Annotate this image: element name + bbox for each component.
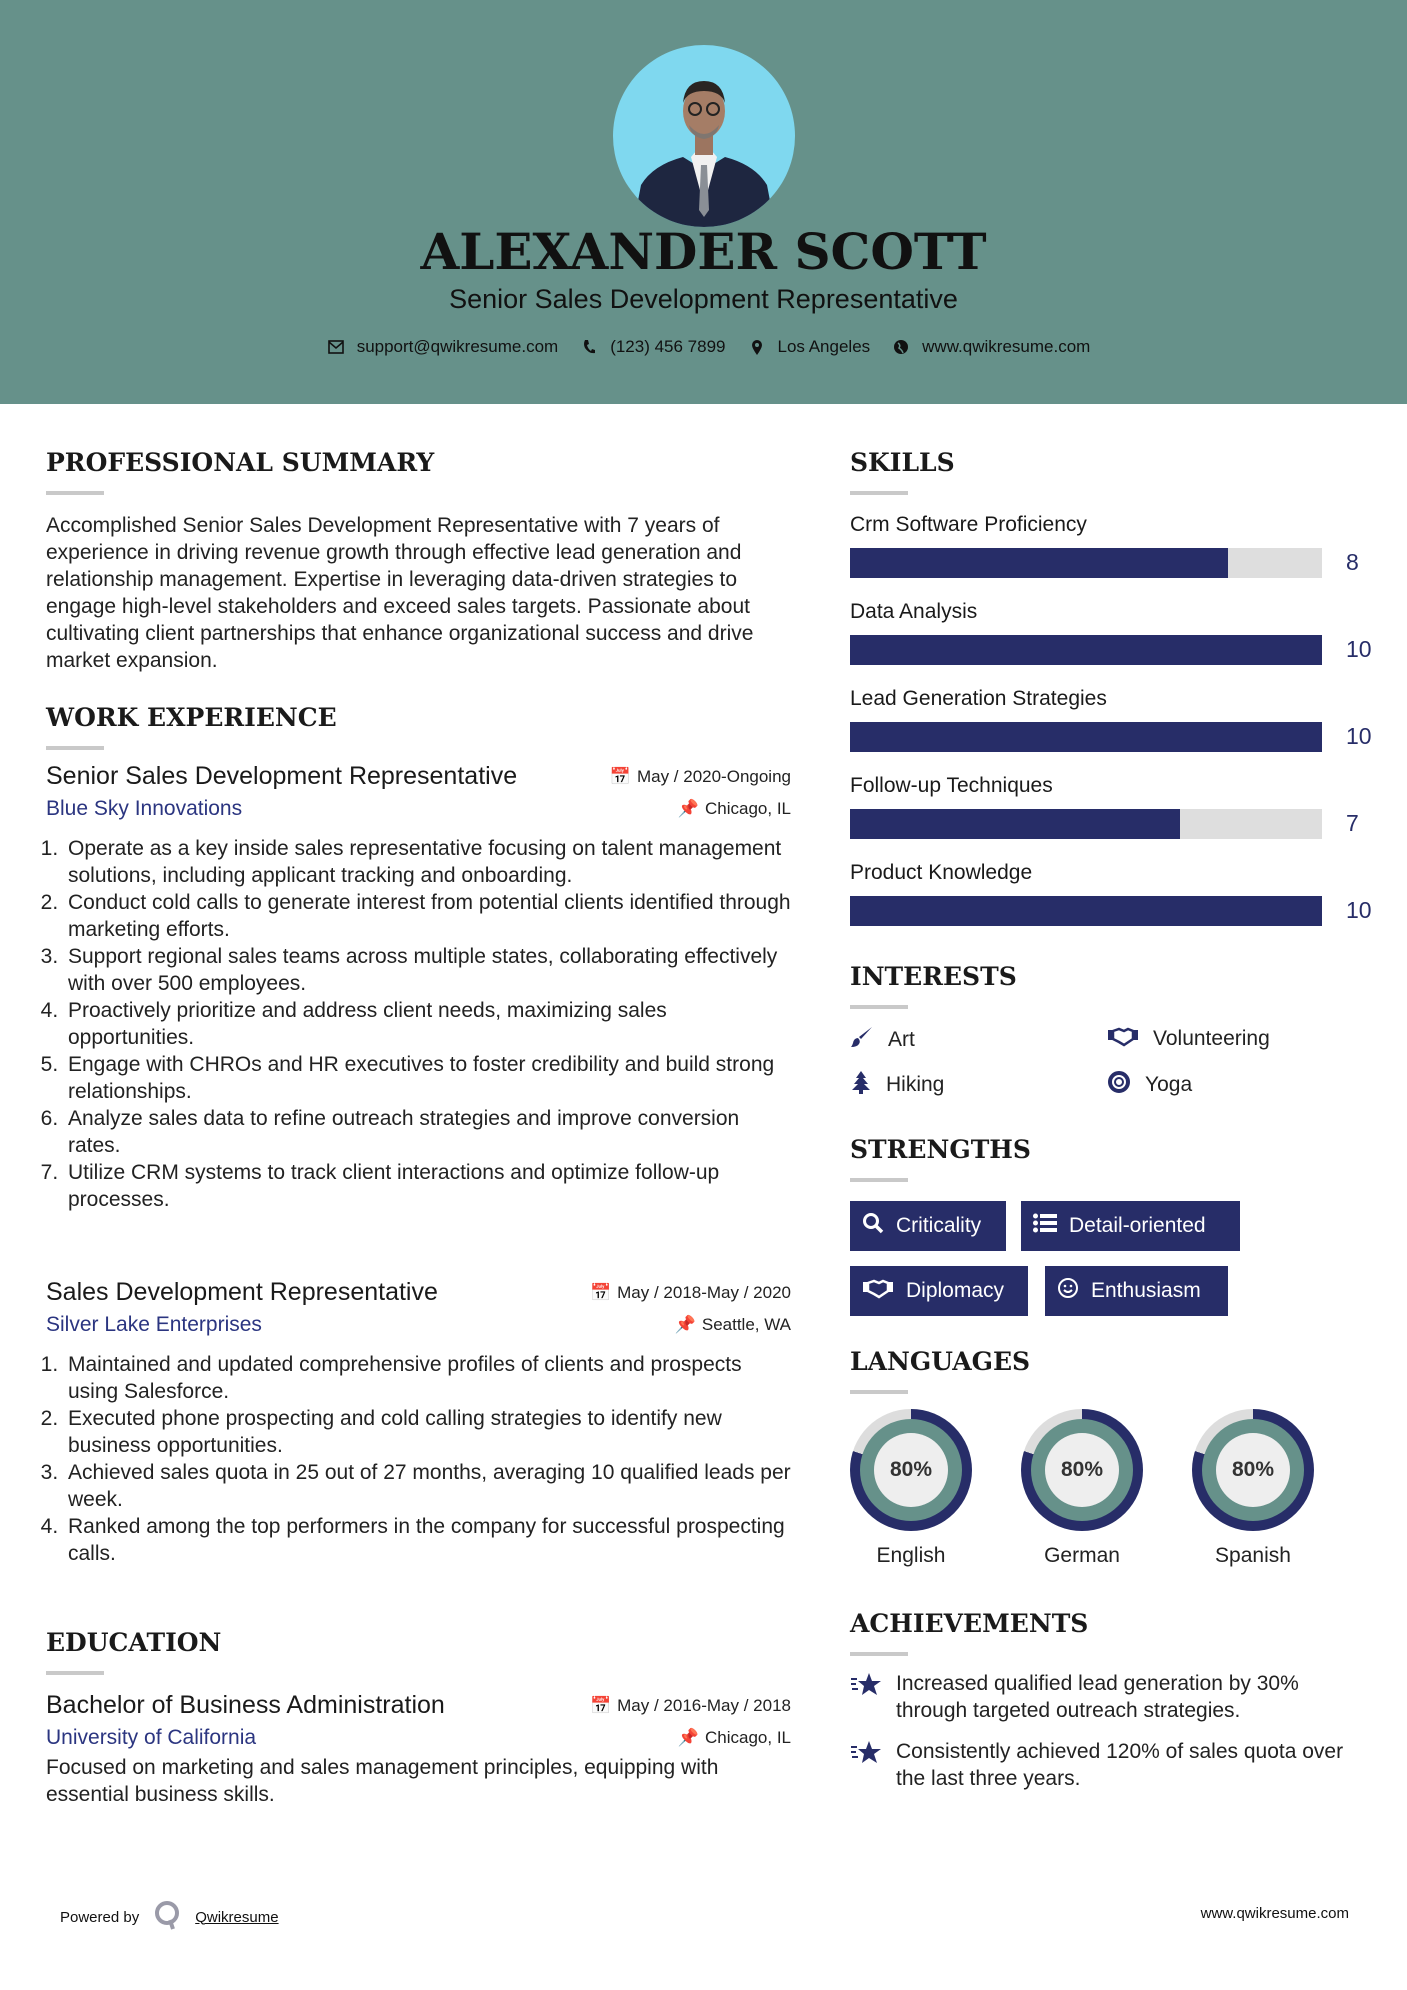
skill-bar <box>850 722 1322 752</box>
skill-bar-fill <box>850 896 1322 926</box>
experience-section <box>46 700 791 750</box>
tree-icon <box>850 1070 872 1100</box>
heading-underline <box>850 1652 908 1656</box>
section-heading: ACHIEVEMENTS <box>850 1609 1089 1638</box>
language-label: Spanish <box>1215 1544 1291 1567</box>
section-heading: PROFESSIONAL SUMMARY <box>46 448 435 477</box>
search-icon <box>862 1212 884 1240</box>
contact-email[interactable]: support@qwikresume.com <box>356 337 559 356</box>
contact-location: Los Angeles <box>777 337 871 356</box>
job-title: Sales Development Representative <box>46 1278 438 1306</box>
education-description: Focused on marketing and sales management principles, equipping with essential business skills. <box>46 1756 719 1806</box>
profile-photo <box>613 45 795 227</box>
job-title: Senior Sales Development Representative <box>46 762 518 790</box>
contact-website[interactable]: www.qwikresume.com <box>922 337 1091 356</box>
interests-section <box>850 959 1370 1109</box>
job-dates: May / 2020-Ongoing <box>636 766 791 786</box>
company-name: Blue Sky Innovations <box>46 797 243 820</box>
heading-underline <box>850 1005 908 1009</box>
bullet-item: 2. Conduct cold calls to generate interest from potential clients identified through marketing efforts. <box>64 889 791 943</box>
pushpin-icon: 📌 <box>677 1728 699 1747</box>
qwikresume-link[interactable]: Qwikresume <box>195 1908 279 1926</box>
strengths-section <box>850 1132 1370 1332</box>
language-label: German <box>1044 1544 1120 1567</box>
calendar-icon: 📅 <box>609 766 631 786</box>
skill-bar <box>850 548 1322 578</box>
job-location: Seattle, WA <box>701 1315 791 1334</box>
bullet-item: 5. Engage with CHROs and HR executives to foster credibility and build strong relationships. <box>64 1051 791 1105</box>
school-name: University of California <box>46 1726 257 1749</box>
skill-bar-fill <box>850 635 1322 665</box>
language-percent: 80% <box>1045 1433 1119 1507</box>
summary-text: Accomplished Senior Sales Development Representative with 7 years of experience in driving revenue growth through effective lead generation and relationship management. Expertise in leveraging data-driven strategies to engage high-level stakeholders and exceed sales targets. Passionate about cultivating client partnerships that enhance organizational success and drive market expansion. <box>46 514 754 672</box>
contact-phone: (123) 456 7899 <box>610 337 726 356</box>
strength-badge: Enthusiasm <box>1045 1266 1228 1316</box>
pushpin-icon: 📌 <box>677 799 699 818</box>
skill-label: Follow-up Techniques <box>850 774 1053 797</box>
shooting-star-icon <box>850 1670 882 1724</box>
envelope-icon <box>327 338 345 356</box>
skill-value: 10 <box>1346 636 1372 662</box>
job-bullets <box>64 835 791 1213</box>
degree-title: Bachelor of Business Administration <box>46 1691 445 1719</box>
skill-value: 7 <box>1346 810 1359 836</box>
education-location: Chicago, IL <box>705 1728 791 1747</box>
achievement-item: Consistently achieved 120% of sales quota over the last three years. <box>850 1738 1370 1792</box>
skill-label: Lead Generation Strategies <box>850 687 1107 710</box>
smile-icon <box>1057 1277 1079 1305</box>
skill-bar-fill <box>850 548 1228 578</box>
bullet-item: 4. Ranked among the top performers in the company for successful prospecting calls. <box>64 1513 791 1567</box>
bullet-item: 1. Maintained and updated comprehensive profiles of clients and prospects using Salesforce. <box>64 1351 791 1405</box>
bullet-item: 1. Operate as a key inside sales representative focusing on talent management solutions, including applicant tracking and onboarding. <box>64 835 791 889</box>
language-donut <box>1021 1409 1143 1531</box>
heading-underline <box>46 1671 104 1675</box>
interest-item: Art <box>850 1025 915 1055</box>
skill-bar-fill <box>850 809 1180 839</box>
map-marker-icon <box>748 338 766 356</box>
heading-underline <box>46 491 104 495</box>
strength-badge: Diplomacy <box>850 1266 1028 1316</box>
paintbrush-icon <box>850 1025 874 1055</box>
company-name: Silver Lake Enterprises <box>46 1313 262 1336</box>
language-percent: 80% <box>1216 1433 1290 1507</box>
interest-item: Hiking <box>850 1070 944 1100</box>
bullet-item: 4. Proactively prioritize and address client needs, maximizing sales opportunities. <box>64 997 791 1051</box>
skill-label: Data Analysis <box>850 600 978 623</box>
language-label: English <box>876 1544 946 1567</box>
section-heading: STRENGTHS <box>850 1135 1031 1164</box>
language-donut <box>850 1409 972 1531</box>
skill-label: Crm Software Proficiency <box>850 513 1087 536</box>
summary-section <box>46 445 791 674</box>
handshake-icon <box>862 1277 894 1305</box>
job-entry <box>46 1278 791 1567</box>
bullet-item: 2. Executed phone prospecting and cold calling strategies to identify new business opportunities. <box>64 1405 791 1459</box>
job-entry <box>46 762 791 1213</box>
life-ring-icon <box>1107 1070 1131 1100</box>
bullet-item: 7. Utilize CRM systems to track client interactions and optimize follow-up processes. <box>64 1159 791 1213</box>
footer-website[interactable]: www.qwikresume.com <box>1200 1905 1349 1922</box>
calendar-icon: 📅 <box>589 1695 612 1715</box>
heading-underline <box>850 491 908 495</box>
job-location: Chicago, IL <box>705 799 791 818</box>
language-percent: 80% <box>874 1433 948 1507</box>
skill-value: 10 <box>1346 723 1372 749</box>
list-icon <box>1033 1213 1057 1239</box>
bullet-item: 3. Achieved sales quota in 25 out of 27 months, averaging 10 qualified leads per week. <box>64 1459 791 1513</box>
job-dates: May / 2018-May / 2020 <box>617 1282 791 1302</box>
skill-value: 10 <box>1346 897 1372 923</box>
strength-badge: Detail-oriented <box>1021 1201 1240 1251</box>
section-heading: WORK EXPERIENCE <box>46 703 337 732</box>
skill-value: 8 <box>1346 549 1359 575</box>
resume-header <box>0 0 1407 404</box>
achievements-section <box>850 1606 1370 1806</box>
globe-icon <box>892 338 910 356</box>
language-donut <box>1192 1409 1314 1531</box>
languages-section <box>850 1344 1370 1584</box>
strength-badge: Criticality <box>850 1201 1006 1251</box>
section-heading: EDUCATION <box>46 1628 222 1657</box>
heading-underline <box>46 746 104 750</box>
achievement-item: Increased qualified lead generation by 30% through targeted outreach strategies. <box>850 1670 1370 1724</box>
skill-bar <box>850 896 1322 926</box>
skill-bar-fill <box>850 722 1322 752</box>
pushpin-icon: 📌 <box>674 1315 696 1334</box>
heading-underline <box>850 1178 908 1182</box>
section-heading: INTERESTS <box>850 962 1017 991</box>
handshake-icon <box>1107 1025 1139 1053</box>
job-bullets <box>64 1351 791 1567</box>
interest-item: Volunteering <box>1107 1025 1270 1053</box>
section-heading: SKILLS <box>850 448 955 477</box>
shooting-star-icon <box>850 1738 882 1792</box>
skill-bar <box>850 809 1322 839</box>
bullet-item: 3. Support regional sales teams across multiple states, collaborating effectively with over 500 employees. <box>64 943 791 997</box>
contact-bar <box>0 337 1407 357</box>
education-dates: May / 2016-May / 2018 <box>617 1695 791 1715</box>
calendar-icon: 📅 <box>589 1282 612 1302</box>
education-section <box>46 1625 791 1808</box>
qwikresume-logo-icon <box>153 1900 181 1934</box>
section-heading: LANGUAGES <box>850 1347 1031 1376</box>
candidate-name: ALEXANDER SCOTT <box>420 222 987 281</box>
skills-section <box>850 445 1370 945</box>
bullet-item: 6. Analyze sales data to refine outreach strategies and improve conversion rates. <box>64 1105 791 1159</box>
skill-bar <box>850 635 1322 665</box>
candidate-title: Senior Sales Development Representative <box>449 284 958 314</box>
phone-icon <box>580 338 598 356</box>
footer-powered-by: Powered by Qwikresume <box>60 1900 279 1934</box>
interest-item: Yoga <box>1107 1070 1192 1100</box>
heading-underline <box>850 1390 908 1394</box>
skill-label: Product Knowledge <box>850 861 1033 884</box>
